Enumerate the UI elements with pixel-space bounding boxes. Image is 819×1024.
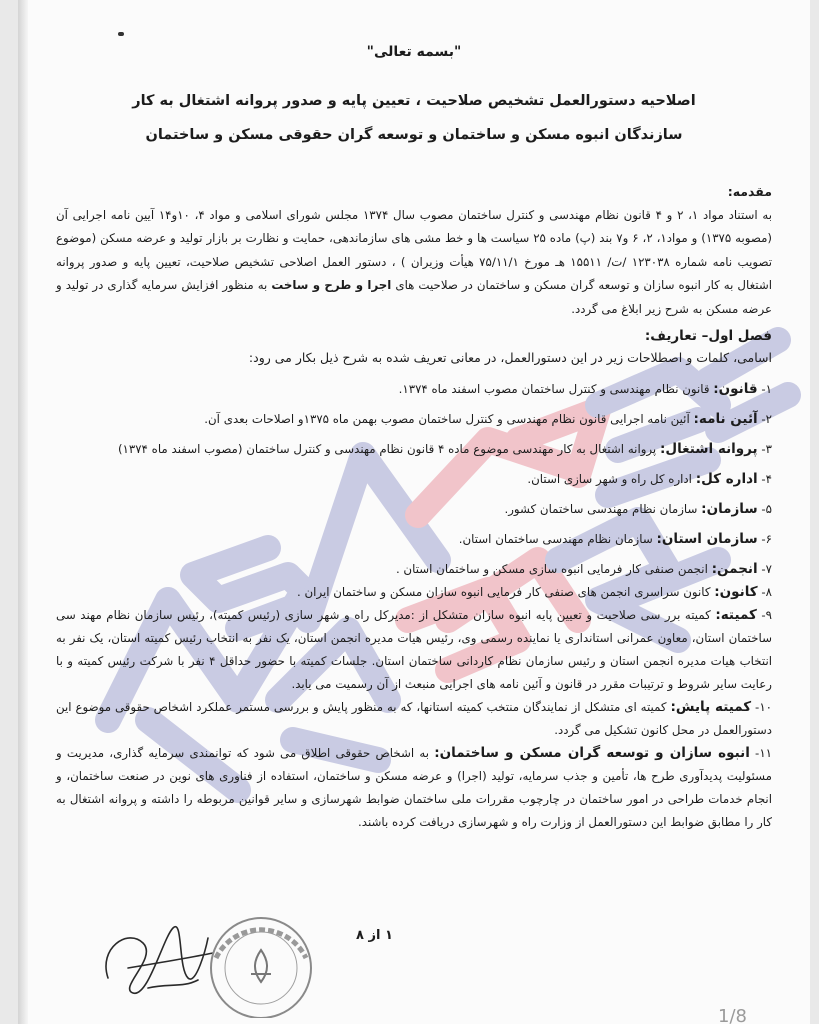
definition-text: سازمان نظام مهندسی ساختمان کشور. [504,502,702,516]
definition-term: قانون: [713,381,758,397]
definition-item [56,604,772,696]
definition-number: ۵- [757,502,772,516]
definition-term: کانون: [714,584,758,600]
definition-text: کمیته برر سی صلاحیت و تعیین پایه انبوه سازان متشکل از :مدیرکل راه و شهر سازی (رئیس کمیته)، رئیس سازمان نظام مهند سی ساختمان استان، معاون عمرانی استانداری یا نماینده رسمی وی، رئیس هیات مدیره انجمن استان، یک نفر به انتخاب رئیس کمیته استان، یک نفر به انتخاب هیات مدیره انجمن استان و رئیس سازمان نظام کاردانی ساختمان استان. جلسات کمیته با حضور حداقل ۴ نفر با شرکت رئیس کمیته و با رعایت سایر شروط و ترتیبات مقرر در قانون و آئین نامه های اجرایی منبعث از آن رسمیت می یابد. [56,608,773,691]
definition-term: سازمان استان: [656,531,758,547]
definition-item [56,742,772,834]
document-title-line2: سازندگان انبوه مسکن و ساختمان و توسعه گران حقوقی مسکن و ساختمان [145,127,683,143]
definition-number: ۱۱- [749,746,772,760]
intro-text-2: به منظور افزایش سرمایه گذاری در تولید و عرضه مسکن به شرح زیر ابلاغ می گردد. [56,278,772,316]
definition-item [56,696,772,742]
definition-item [56,378,772,401]
definition-term: آئین نامه: [693,411,758,427]
scan-mark [118,32,124,36]
definition-number: ۲- [757,412,772,426]
definition-number: ۱- [757,382,772,396]
definition-term: انبوه سازان و توسعه گران مسکن و ساختمان: [434,745,750,761]
definition-number: ۴- [757,472,772,486]
page-fold-shadow [18,0,28,1024]
definition-text: سازمان نظام مهندسی ساختمان استان. [458,532,657,546]
chapter-title: فصل اول– تعاریف: [644,328,772,344]
definition-text: انجمن صنفی کار فرمایی انبوه سازی مسکن و ساختمان استان . [395,562,712,576]
definition-item [56,528,772,551]
definition-text: پروانه اشتغال به کار مهندسی موضوع ماده ۴ قانون نظام مهندسی و کنترل ساختمان (مصوب اسفند ماه ۱۳۷۴) [117,442,660,456]
definition-term: پروانه اشتغال: [659,441,758,457]
document-page [18,0,810,1024]
definition-number: ۸- [757,585,772,599]
definition-text: کمیته ای متشکل از نمایندگان منتخب کمیته استانها، که به منظور پایش و بررسی مستمر عملکرد اشخاص حقوقی موضوع این دستورالعمل در محل کانون تشکیل می گردد. [56,700,772,737]
definition-term: انجمن: [711,561,758,577]
definition-number: ۹- [756,608,772,622]
definition-term: اداره کل: [695,471,758,487]
definition-item [56,581,772,604]
definition-item [56,438,772,461]
definition-text: به اشخاص حقوقی اطلاق می شود که توانمندی سرمایه گذاری، مدیریت و مسئولیت پدیدآوری طرح ها، تأمین و جذب سرمایه، تولید (اجرا) و عرضه مسکن و ساختمان، استفاده از فناوری های نوین در صنعت ساختمان، و انجام خدمات طراحی در امور ساختمان در چارچوب مقررات ملی ساختمان ضوابط شهرسازی و سایر قوانین مربوطه را داشته و پروانه اشتغال به کار را مطابق ضوابط این دستورالعمل از وزارت راه و شهرسازی دریافت کرده باشند. [56,746,772,829]
definition-term: سازمان: [701,501,758,517]
definition-number: ۳- [757,442,772,456]
document-title-line1: اصلاحیه دستورالعمل تشخیص صلاحیت ، تعیین پایه و صدور پروانه اشتغال به کار [132,93,696,109]
definition-item [56,558,772,581]
intro-heading: مقدمه: [727,184,772,199]
document-body [56,180,772,834]
intro-bold-text: اجرا و طرح و ساخت [271,278,392,292]
bismillah-heading: "بسمه تعالی" [366,44,462,60]
signature-image [88,908,218,1003]
definition-item [56,408,772,431]
definition-number: ۷- [757,562,772,576]
pager-indicator: 1/8 [718,1006,747,1024]
definition-text: کانون سراسری انجمن های صنفی کار فرمایی انبوه سازان مسکن و ساختمان ایران . [297,585,715,599]
definition-text: آئین نامه اجرایی قانون نظام مهندسی و کنترل ساختمان مصوب بهمن ماه ۱۳۷۵و اصلاحات بعدی آن. [204,412,694,426]
definition-number: ۱۰- [751,700,773,714]
page-number: ۱ از ۸ [356,928,393,943]
definition-item [56,468,772,491]
intro-text-1: به استناد مواد ۱، ۲ و ۴ قانون نظام مهندسی و کنترل ساختمان مصوب سال ۱۳۷۴ مجلس شورای اسلامی و مواد ۴، ۱۰و۱۴ آیین نامه اجرایی آن (مصوبه ۱۳۷۵) و مواد۱، ۲، ۶ و۷ بند (پ) ماده ۲۵ سیاست ها و خط مشی های سازماندهی، حمایت و نظارت بر بازار تولید و عرضه مسکن (موضوع تصویب نامه شماره ۱۲۳۰۳۸ /ت/ ۱۵۵۱۱ هـ مورخ ۷۵/۱۱/۱ هیأت وزیران ) ، دستور العمل اصلاحی تشخیص صلاحیت، تعیین پایه و صدور پروانه اشتغال به کار انبوه سازان و توسعه گران مسکن و ساختمان در صلاحیت های [56,207,773,292]
definition-term: کمیته: [715,607,757,623]
definition-term: کمیته پایش: [670,699,752,715]
intro-paragraph [56,204,772,322]
chapter-intro: اسامی، کلمات و اصطلاحات زیر در این دستورالعمل، در معانی تعریف شده به شرح ذیل بکار می رود: [248,350,772,365]
definition-number: ۶- [757,532,772,546]
definition-text: اداره کل راه و شهر سازی استان. [527,472,696,486]
definition-text: قانون نظام مهندسی و کنترل ساختمان مصوب اسفند ماه ۱۳۷۴. [398,382,714,396]
definition-item [56,498,772,521]
official-seal [206,908,316,1018]
